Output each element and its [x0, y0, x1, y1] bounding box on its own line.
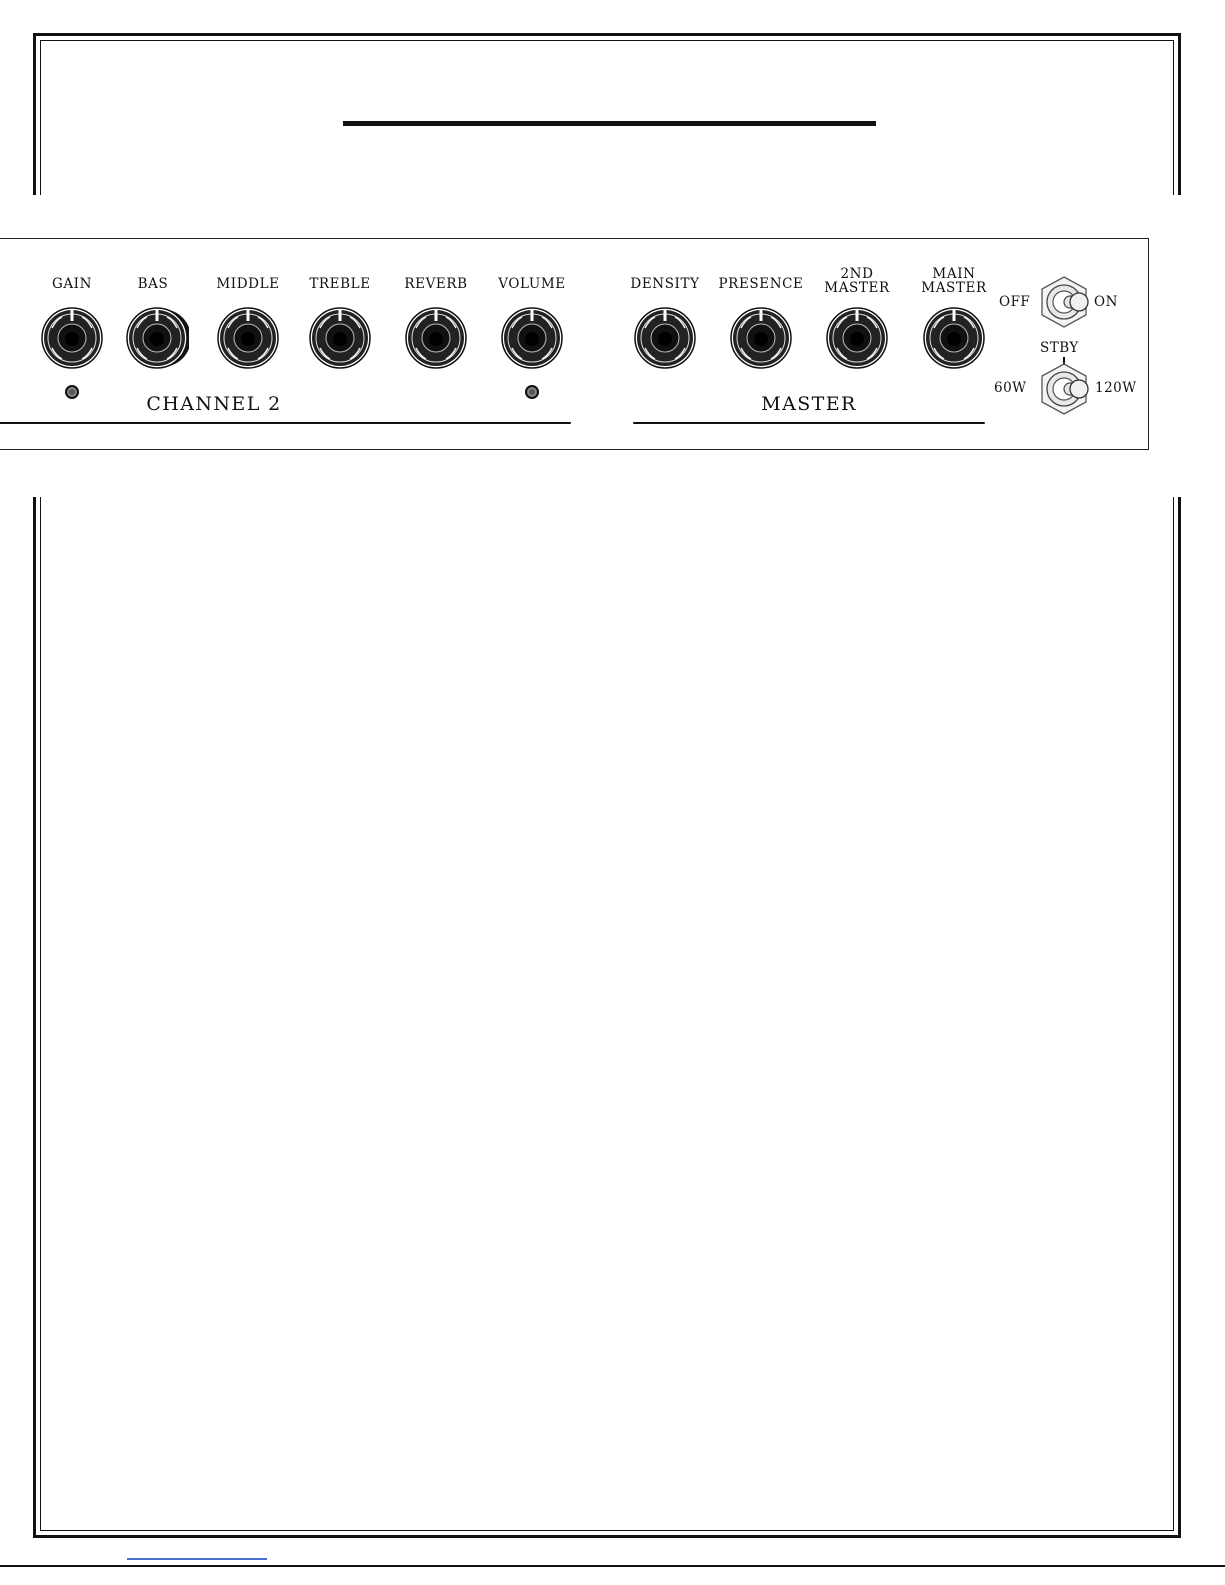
- knob-label-main-master-line2: MASTER: [921, 280, 987, 296]
- knob-label-volume: VOLUME: [498, 276, 566, 292]
- standby-label: STBY: [1040, 340, 1079, 356]
- power-switch-label-off: OFF: [999, 294, 1031, 310]
- section-line-master: [633, 422, 985, 424]
- knob-label-middle: MIDDLE: [216, 276, 280, 292]
- knob-label-main-master-line1: MAIN: [932, 266, 976, 282]
- bottom-rule: [0, 1565, 1225, 1567]
- knob-label-reverb: REVERB: [404, 276, 468, 292]
- section-label-channel-2: CHANNEL 2: [146, 393, 282, 415]
- footer-link-underline[interactable]: [127, 1558, 267, 1560]
- 2nd-master-knob[interactable]: [825, 306, 889, 370]
- power-toggle-switch[interactable]: [1037, 275, 1091, 329]
- bass-knob[interactable]: [125, 306, 189, 370]
- middle-knob[interactable]: [216, 306, 280, 370]
- treble-knob[interactable]: [308, 306, 372, 370]
- knob-label-presence: [718, 263, 803, 291]
- knob-label-main-master: [921, 267, 986, 295]
- section-line-channel: [0, 422, 571, 424]
- standby-wattage-toggle-switch[interactable]: [1037, 362, 1091, 416]
- title-rule: [343, 121, 876, 126]
- wattage-label-120w: 120W: [1095, 380, 1137, 396]
- knob-label-bass: BAS: [137, 276, 169, 292]
- volume-knob[interactable]: [500, 306, 564, 370]
- power-switch-label-on: ON: [1094, 294, 1118, 310]
- knob-label-2nd-master: [824, 267, 889, 295]
- knob-label-presence-line2: PRESENCE: [718, 276, 804, 292]
- presence-knob[interactable]: [729, 306, 793, 370]
- section-label-master: MASTER: [761, 393, 857, 415]
- density-knob[interactable]: [633, 306, 697, 370]
- wattage-label-60w: 60W: [994, 380, 1027, 396]
- amp-front-panel: [0, 238, 1149, 450]
- knob-label-2nd-master-line1: 2ND: [840, 266, 874, 282]
- knob-label-treble: TREBLE: [309, 276, 371, 292]
- main-master-knob[interactable]: [922, 306, 986, 370]
- knob-label-gain: GAIN: [51, 276, 93, 292]
- reverb-knob[interactable]: [404, 306, 468, 370]
- knob-label-density: [630, 263, 699, 291]
- gain-led-indicator: [65, 385, 79, 399]
- volume-led-indicator: [525, 385, 539, 399]
- knob-label-density-line1: [630, 263, 699, 277]
- knob-label-density-line2: DENSITY: [630, 276, 700, 292]
- knob-label-2nd-master-line2: MASTER: [824, 280, 890, 296]
- gain-knob[interactable]: [40, 306, 104, 370]
- knob-label-presence-line1: [718, 263, 803, 277]
